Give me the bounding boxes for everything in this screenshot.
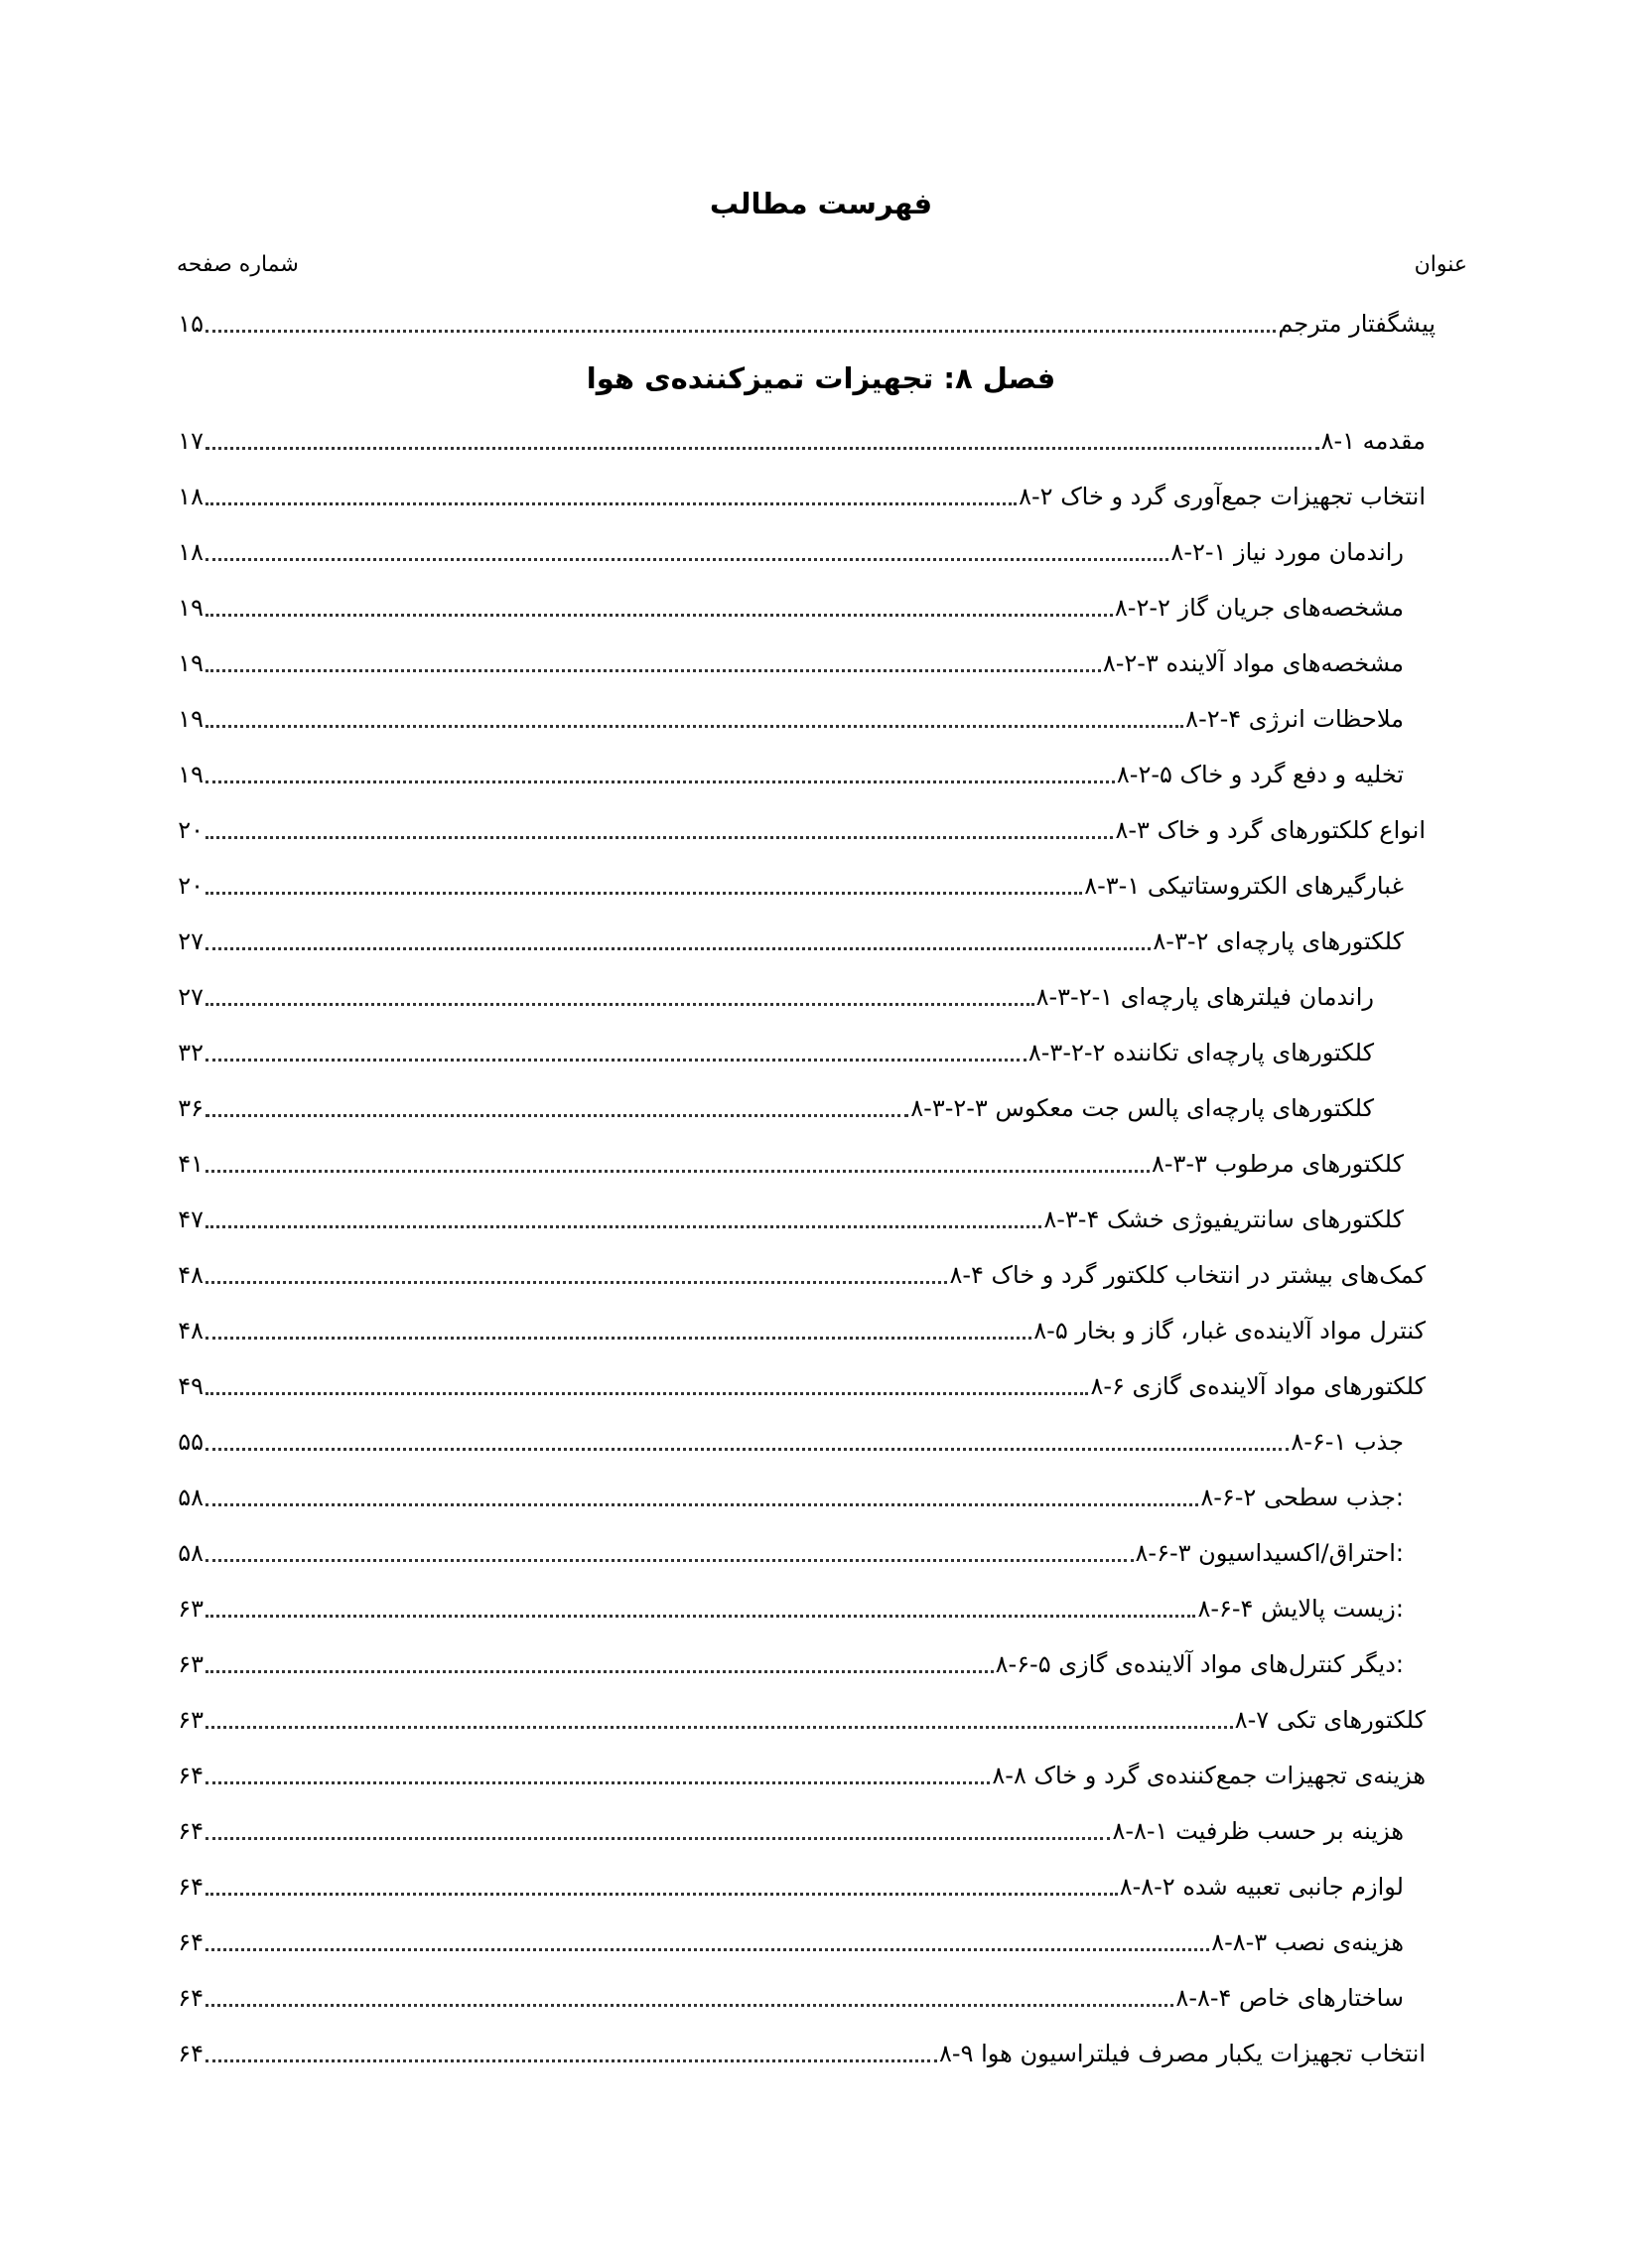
toc-leader-dots [205,891,1082,895]
toc-entry[interactable] [178,1136,1404,1178]
toc-entry[interactable] [178,747,1404,788]
toc-entry[interactable] [178,1581,1404,1623]
toc-entry-title: ۸-۶-۵ دیگر کنترل‌های مواد آلاینده‌ی گازی: [995,1650,1404,1678]
toc-leader-dots [205,1780,990,1784]
toc-entry[interactable] [178,1859,1404,1901]
toc-leader-dots [205,1336,1031,1340]
toc-page-number: ۴۸ [178,1317,204,1345]
toc-leader-dots [205,1669,994,1673]
toc-page-number: ۴۷ [178,1205,204,1233]
toc-leader-dots [205,1558,1134,1562]
toc-page-number: ۶۴ [178,1762,204,1789]
toc-page-number: ۲۷ [178,927,204,955]
toc-page-number: ۵۵ [178,1428,204,1456]
toc-page-number: ۶۴ [178,1928,204,1956]
toc-entry[interactable] [178,1303,1426,1345]
toc-entry-title: ۸-۶-۱ جذب [1291,1428,1404,1456]
toc-entry-title: ۸-۱ مقدمه [1320,427,1426,455]
toc-entry[interactable] [178,469,1426,510]
toc-entry[interactable] [178,969,1374,1011]
toc-entry-title: ۸-۹ انتخاب تجهیزات یکبار مصرف فیلتراسیون هوا [939,2040,1426,2067]
toc-leader-dots [205,2003,1173,2007]
toc-entry[interactable] [178,1748,1426,1789]
toc-entry[interactable] [178,1803,1404,1845]
toc-leader-dots [205,1892,1118,1896]
toc-entry-title: ۸-۳-۲-۲ کلکتورهای پارچه‌ای تکاننده [1027,1039,1374,1066]
toc-leader-dots [205,557,1168,561]
toc-leader-dots [205,1725,1233,1729]
toc-entry-title: ۸-۳ انواع کلکتورهای گرد و خاک [1115,816,1426,844]
toc-leader-dots [205,1280,947,1284]
toc-leader-dots [205,1947,1209,1951]
toc-leader-dots [205,1113,908,1117]
toc-entry[interactable] [178,1970,1404,2012]
toc-page-number: ۲۷ [178,983,204,1011]
toc-page-number: ۱۵ [178,310,204,338]
title-column-header: عنوان [1414,252,1467,277]
toc-page-number: ۴۹ [178,1372,204,1400]
toc-entry[interactable] [178,691,1404,733]
toc-entry-title: ۸-۶-۳ احتراق/اکسیداسیون: [1135,1539,1404,1567]
toc-leader-dots [205,1391,1088,1395]
toc-entry-title: ۸-۸ هزینه‌ی تجهیزات جمع‌کننده‌ی گرد و خاک [992,1762,1426,1789]
toc-entry[interactable] [178,636,1404,677]
toc-page-number: ۳۲ [178,1039,204,1066]
toc-leader-dots [205,668,1101,672]
toc-page-number: ۵۸ [178,1539,204,1567]
toc-entry[interactable] [178,1470,1404,1511]
toc-entry[interactable] [178,1692,1426,1734]
toc-entry-title: ۸-۲-۵ تخلیه و دفع گرد و خاک [1116,761,1404,788]
toc-leader-dots [205,446,1319,450]
toc-entry-title: ۸-۳-۲-۱ راندمان فیلترهای پارچه‌ای [1035,983,1374,1011]
toc-page-number: ۱۸ [178,538,204,566]
toc-entry-title: ۸-۸-۴ ساختارهای خاص [1175,1984,1404,2012]
toc-entry-title: ۸-۲-۱ راندمان مورد نیاز [1170,538,1404,566]
toc-entry-title: ۸-۴ کمک‌های بیشتر در انتخاب کلکتور گرد و خاک [949,1261,1426,1289]
toc-entry-title: ۸-۸-۳ هزینه‌ی نصب [1211,1928,1404,1956]
toc-entry-title: ۸-۷ کلکتورهای تکی [1234,1706,1426,1734]
toc-page-number: ۱۸ [178,483,204,510]
toc-entry[interactable] [178,1192,1404,1233]
toc-entry[interactable] [178,580,1404,622]
toc-entry-title: ۸-۳-۲-۳ کلکتورهای پارچه‌ای پالس جت معکوس [910,1094,1374,1122]
toc-leader-dots [205,1502,1198,1506]
toc-leader-dots [205,1002,1034,1006]
toc-entry[interactable] [178,1025,1374,1066]
toc-page-number: ۱۹ [178,649,204,677]
toc-entry[interactable] [178,1914,1404,1956]
toc-entry-title: ۸-۸-۲ لوازم جانبی تعبیه شده [1119,1873,1404,1901]
toc-leader-dots [205,1058,1026,1062]
toc-entry[interactable] [178,914,1404,955]
toc-entry-title: ۸-۶-۴ زیست پالایش: [1197,1595,1404,1623]
toc-preface-row[interactable] [178,296,1436,338]
toc-entry-title: ۸-۳-۱ غبارگیرهای الکتروستاتیکی [1084,872,1404,900]
toc-page-number: ۶۳ [178,1595,204,1623]
toc-leader-dots [205,780,1115,783]
toc-leader-dots [205,1447,1289,1451]
toc-page-number: ۱۷ [178,427,204,455]
toc-entry[interactable] [178,524,1404,566]
toc-page-number: ۱۹ [178,705,204,733]
toc-entry-title: ۸-۳-۳ کلکتورهای مرطوب [1151,1150,1404,1178]
toc-entry[interactable] [178,413,1426,455]
toc-entry[interactable] [178,802,1426,844]
toc-page-number: ۶۴ [178,1984,204,2012]
page-column-header: شماره صفحه [177,252,299,277]
toc-page-number: ۴۸ [178,1261,204,1289]
toc-page-number: ۱۹ [178,594,204,622]
toc-entry-title: پیشگفتار مترجم [1278,310,1436,338]
toc-entry[interactable] [178,2026,1426,2067]
toc-entry-title: ۸-۲-۲ مشخصه‌های جریان گاز [1114,594,1404,622]
toc-page-number: ۵۸ [178,1484,204,1511]
toc-page-number: ۳۶ [178,1094,204,1122]
toc-leader-dots [205,2058,937,2062]
toc-leader-dots [205,613,1113,617]
toc-leader-dots [205,1614,1195,1618]
page-title: فهرست مطالب [709,187,933,220]
toc-leader-dots [205,1836,1110,1840]
toc-entry[interactable] [178,1414,1404,1456]
toc-entry[interactable] [178,1247,1426,1289]
toc-leader-dots [205,946,1151,950]
toc-entry-title: ۸-۳-۲ کلکتورهای پارچه‌ای [1153,927,1404,955]
toc-leader-dots [205,724,1183,728]
toc-leader-dots [205,329,1276,333]
toc-page-number: ۶۳ [178,1706,204,1734]
toc-page-number: ۶۴ [178,1817,204,1845]
toc-leader-dots [205,1169,1150,1173]
chapter-heading: فصل ۸: تجهیزات تمیزکننده‌ی هوا [586,361,1056,395]
toc-entry[interactable] [178,1080,1374,1122]
toc-entry-title: ۸-۲-۳ مشخصه‌های مواد آلاینده [1102,649,1404,677]
toc-entry-title: ۸-۲ انتخاب تجهیزات جمع‌آوری گرد و خاک [1019,483,1426,510]
toc-entry[interactable] [178,1358,1426,1400]
toc-entry-title: ۸-۲-۴ ملاحظات انرژی [1185,705,1404,733]
toc-entry[interactable] [178,1636,1404,1678]
toc-entry-title: ۸-۵ کنترل مواد آلاینده‌ی غبار، گاز و بخار [1033,1317,1426,1345]
toc-page-number: ۱۹ [178,761,204,788]
toc-leader-dots [205,835,1113,839]
toc-entry-title: ۸-۳-۴ کلکتورهای سانتریفیوژی خشک [1043,1205,1404,1233]
toc-page-number: ۴۱ [178,1150,204,1178]
toc-entry-title: ۸-۶ کلکتورهای مواد آلاینده‌ی گازی [1090,1372,1426,1400]
toc-page-number: ۲۰ [178,816,204,844]
toc-page-number: ۲۰ [178,872,204,900]
toc-entry-title: ۸-۸-۱ هزینه بر حسب ظرفیت [1112,1817,1404,1845]
toc-page-number: ۶۴ [178,1873,204,1901]
toc-page-number: ۶۴ [178,2040,204,2067]
toc-entry-title: ۸-۶-۲ جذب سطحی: [1200,1484,1404,1511]
toc-leader-dots [205,1224,1041,1228]
toc-leader-dots [205,501,1017,505]
toc-entry[interactable] [178,858,1404,900]
toc-page-number: ۶۳ [178,1650,204,1678]
toc-entry[interactable] [178,1525,1404,1567]
